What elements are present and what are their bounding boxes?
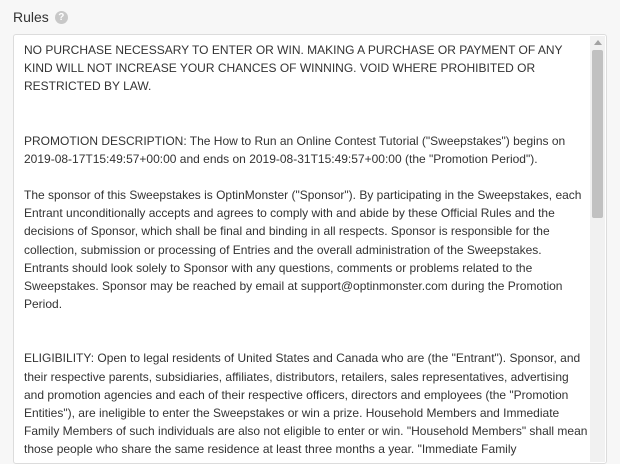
rules-paragraph-2: PROMOTION DESCRIPTION: The How to Run an Online Contest Tutorial ("Sweepstakes") begins on 2019-08-17T15:49:57+00:00 and ends on 2019-08-31T15:49:57+00:00 (the "Promotion Period"). (24, 133, 566, 166)
rules-content (24, 41, 588, 459)
vertical-scrollbar[interactable] (590, 36, 605, 462)
scroll-up-arrow-icon[interactable] (594, 40, 602, 45)
rules-header (13, 9, 68, 25)
scrollbar-thumb[interactable] (592, 50, 603, 218)
rules-paragraph-4: ELIGIBILITY: Open to legal residents of United States and Canada who are (the "Entrant"). Sponsor, and their respective parents, subsidiaries, affiliates, distributors, retailers, sales representatives, advertising and promotion agencies and each of their respective officers, directors and employees (the "Promotion Entities"), are ineligible to enter the Sweepstakes or win a prize. Household Members and Immediate Family Members of such individuals are also not eligible to enter or win. "Household Members" shall mean those people who share the same residence at least three months a year. "Immediate Family (24, 351, 588, 457)
rules-paragraph-3: The sponsor of this Sweepstakes is OptinMonster ("Sponsor"). By participating in the Sweepstakes, each Entrant unconditionally accepts and agrees to comply with and abide by these Official Rules and the decisions of Sponsor, which shall be final and binding in all respects. Sponsor is responsible for the collection, submission or processing of Entries and the overall administration of the Sweepstakes. Entrants should look solely to Sponsor with any questions, comments or problems related to the Sweepstakes. Sponsor may be reached by email at support@optinmonster.com during the Promotion Period. (24, 188, 582, 312)
rules-paragraph-1: NO PURCHASE NECESSARY TO ENTER OR WIN. MAKING A PURCHASE OR PAYMENT OF ANY KIND WILL NOT INCREASE YOUR CHANCES OF WINNING. VOID WHERE PROHIBITED OR RESTRICTED BY LAW. (24, 43, 563, 94)
rules-textarea[interactable] (13, 34, 607, 464)
rules-label: Rules (13, 9, 49, 25)
help-icon[interactable]: ? (55, 11, 68, 24)
